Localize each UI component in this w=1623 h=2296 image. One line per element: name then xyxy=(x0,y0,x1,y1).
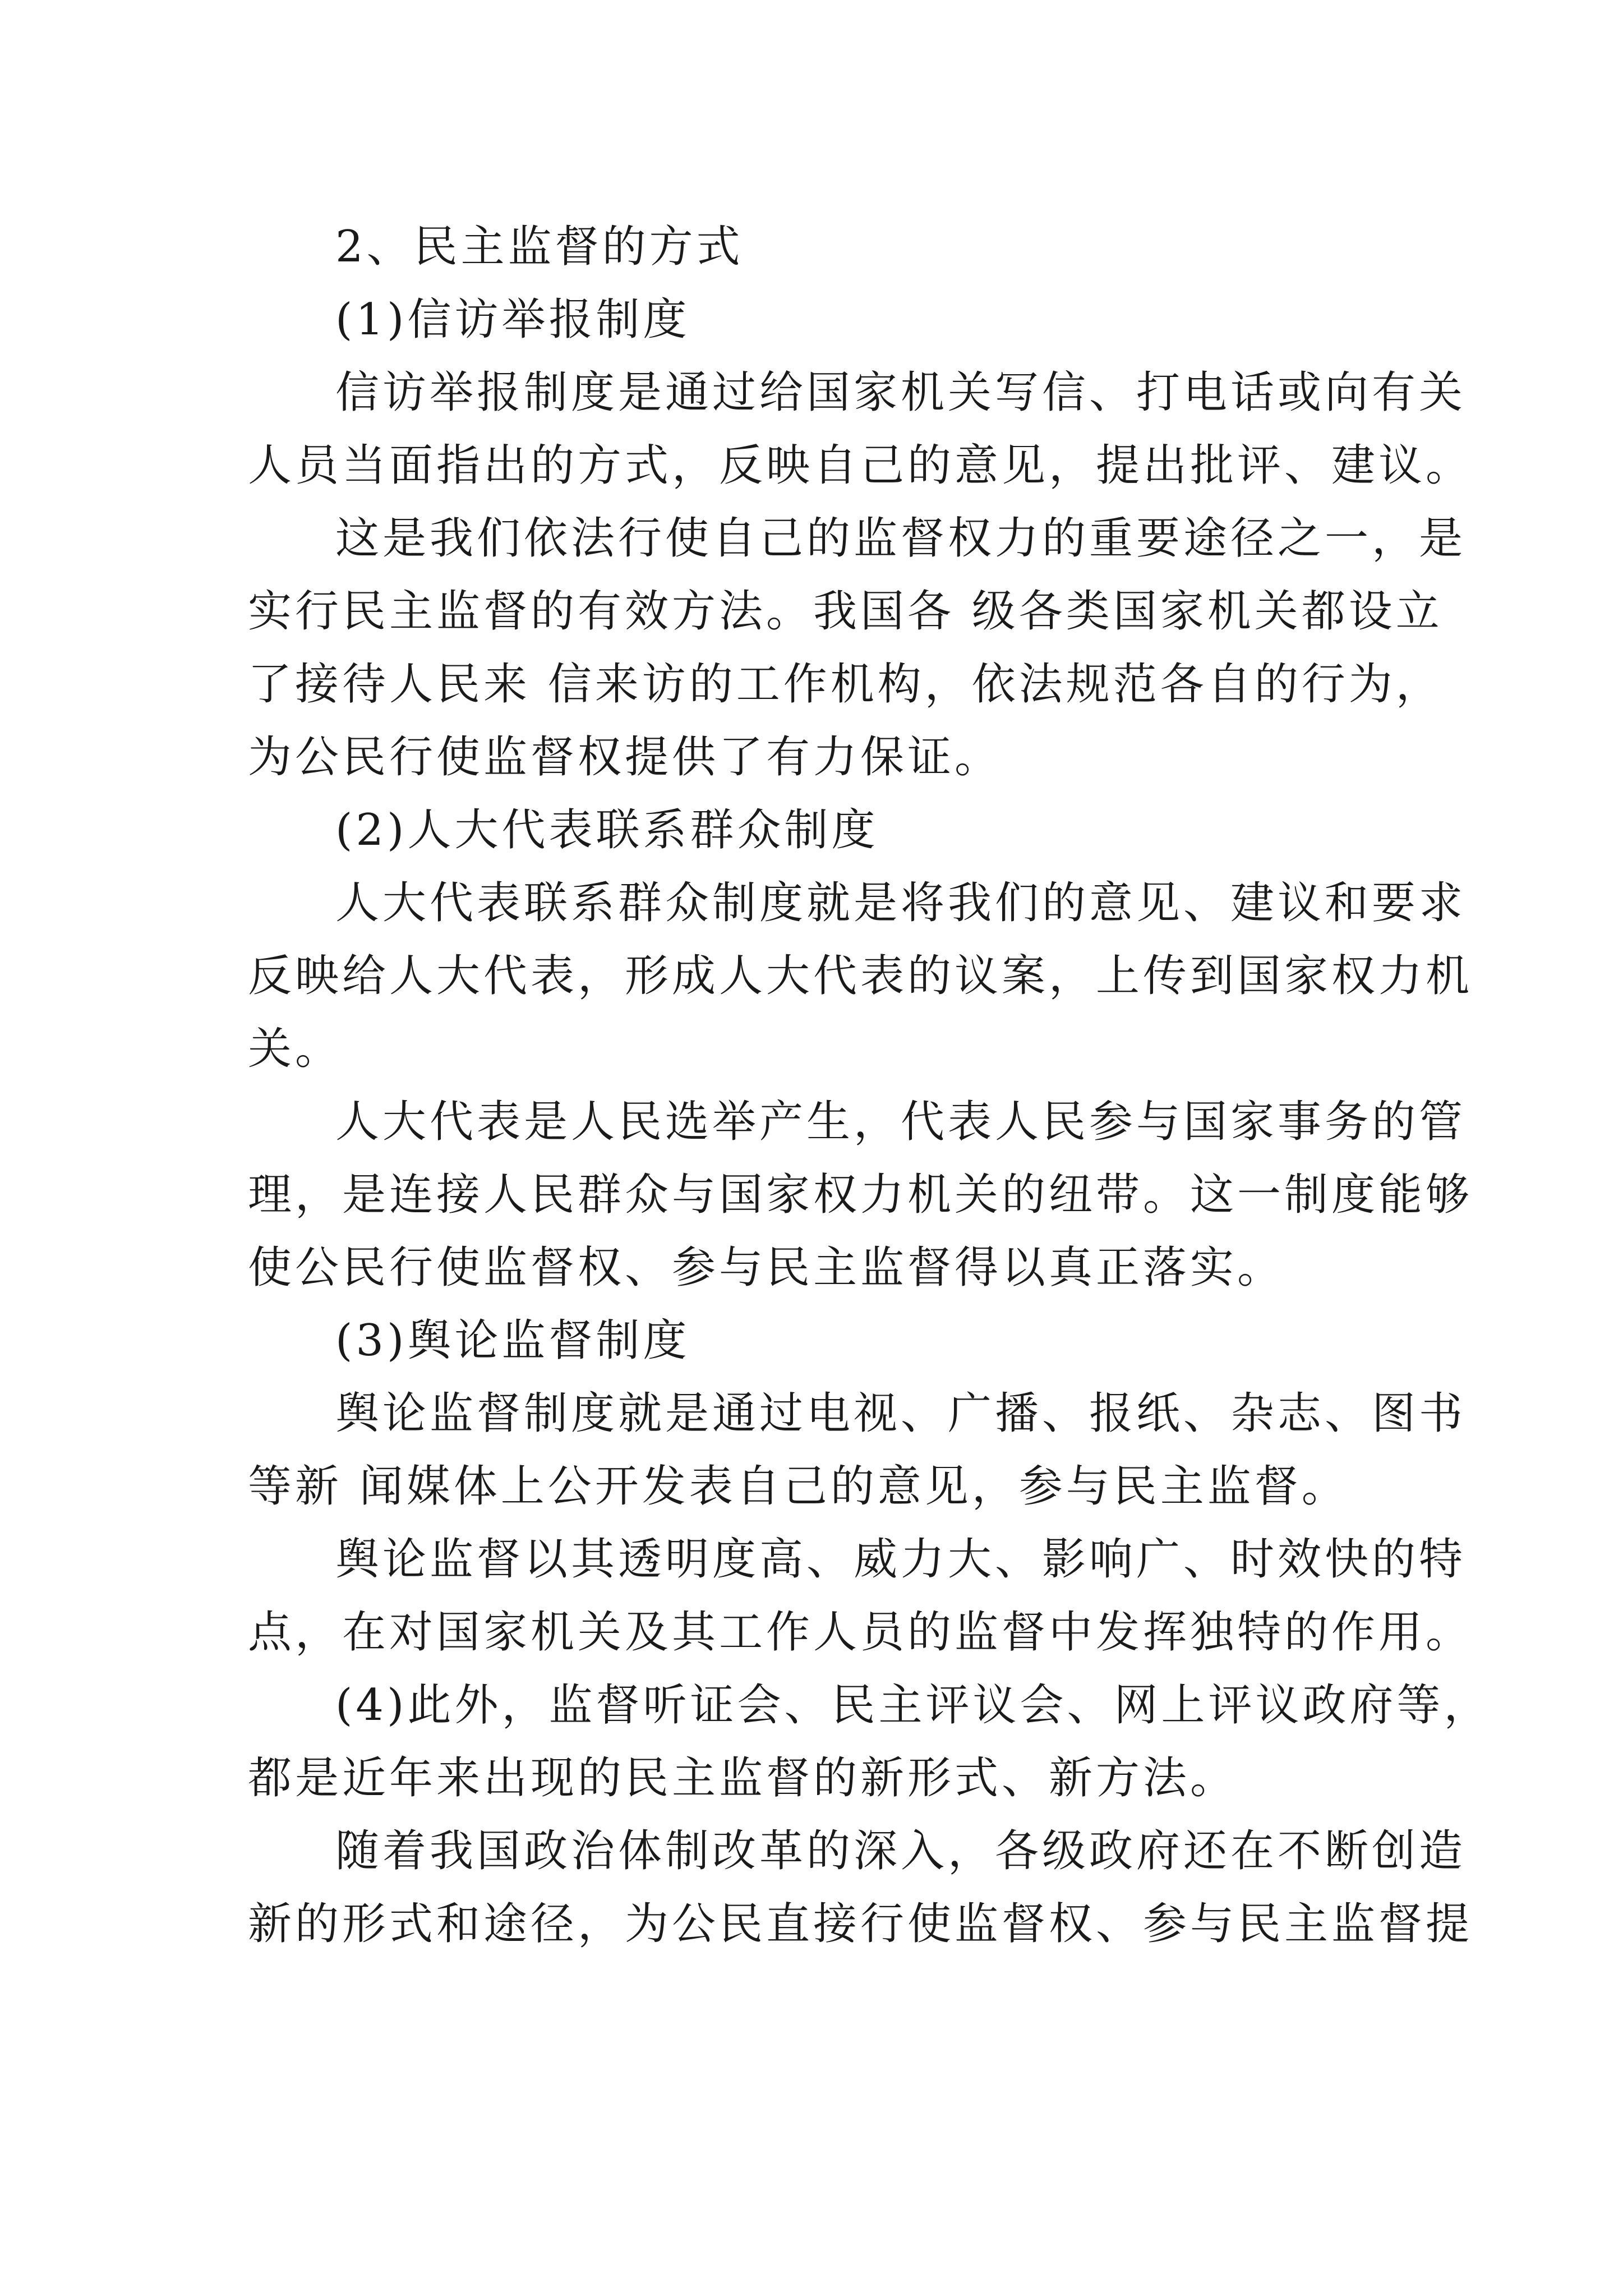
paragraph-line: 等新 闻媒体上公开发表自己的意见，参与民主监督。 xyxy=(248,1461,1349,1512)
subheading-other: (4)此外，监督听证会、民主评议会、网上评议政府等， xyxy=(335,1680,1491,1731)
paragraph-line: 为公民行使监督权提供了有力保证。 xyxy=(248,732,1002,783)
paragraph-line: 这是我们依法行使自己的监督权力的重要途径之一，是 xyxy=(335,513,1467,564)
paragraph-line: 点，在对国家机关及其工作人员的监督中发挥独特的作用。 xyxy=(248,1607,1473,1658)
paragraph-line: 都是近年来出现的民主监督的新形式、新方法。 xyxy=(248,1753,1238,1803)
paragraph-line: 信访举报制度是通过给国家机关写信、打电话或向有关 xyxy=(335,367,1467,418)
paragraph-line: 了接待人民来 信来访的工作机构，依法规范各自的行为， xyxy=(248,659,1443,710)
subheading-media: (3)舆论监督制度 xyxy=(335,1315,690,1366)
paragraph-line: 实行民主监督的有效方法。我国各 级各类国家机关都设立 xyxy=(248,586,1443,637)
paragraph-line: 人员当面指出的方式，反映自己的意见，提出批评、建议。 xyxy=(248,440,1473,491)
subheading-deputies: (2)人大代表联系群众制度 xyxy=(335,805,879,855)
paragraph-line: 新的形式和途径，为公民直接行使监督权、参与民主监督提 xyxy=(248,1899,1473,1949)
paragraph-line: 反映给人大代表，形成人大代表的议案，上传到国家权力机 xyxy=(248,951,1473,1001)
document-body xyxy=(248,210,1491,1961)
paragraph-line: 人大代表是人民选举产生，代表人民参与国家事务的管 xyxy=(335,1097,1467,1147)
section-heading: 2、民主监督的方式 xyxy=(335,222,744,272)
paragraph-line: 随着我国政治体制改革的深入，各级政府还在不断创造 xyxy=(335,1826,1467,1876)
paragraph-line: 舆论监督以其透明度高、威力大、影响广、时效快的特 xyxy=(335,1534,1467,1585)
paragraph-line: 使公民行使监督权、参与民主监督得以真正落实。 xyxy=(248,1243,1285,1293)
paragraph-line: 人大代表联系群众制度就是将我们的意见、建议和要求 xyxy=(335,878,1467,928)
paragraph-line: 舆论监督制度就是通过电视、广播、报纸、杂志、图书 xyxy=(335,1388,1467,1439)
subheading-petition: (1)信访举报制度 xyxy=(335,295,690,345)
paragraph-line: 关。 xyxy=(248,1024,343,1074)
paragraph-line: 理，是连接人民群众与国家权力机关的纽带。这一制度能够 xyxy=(248,1170,1473,1220)
